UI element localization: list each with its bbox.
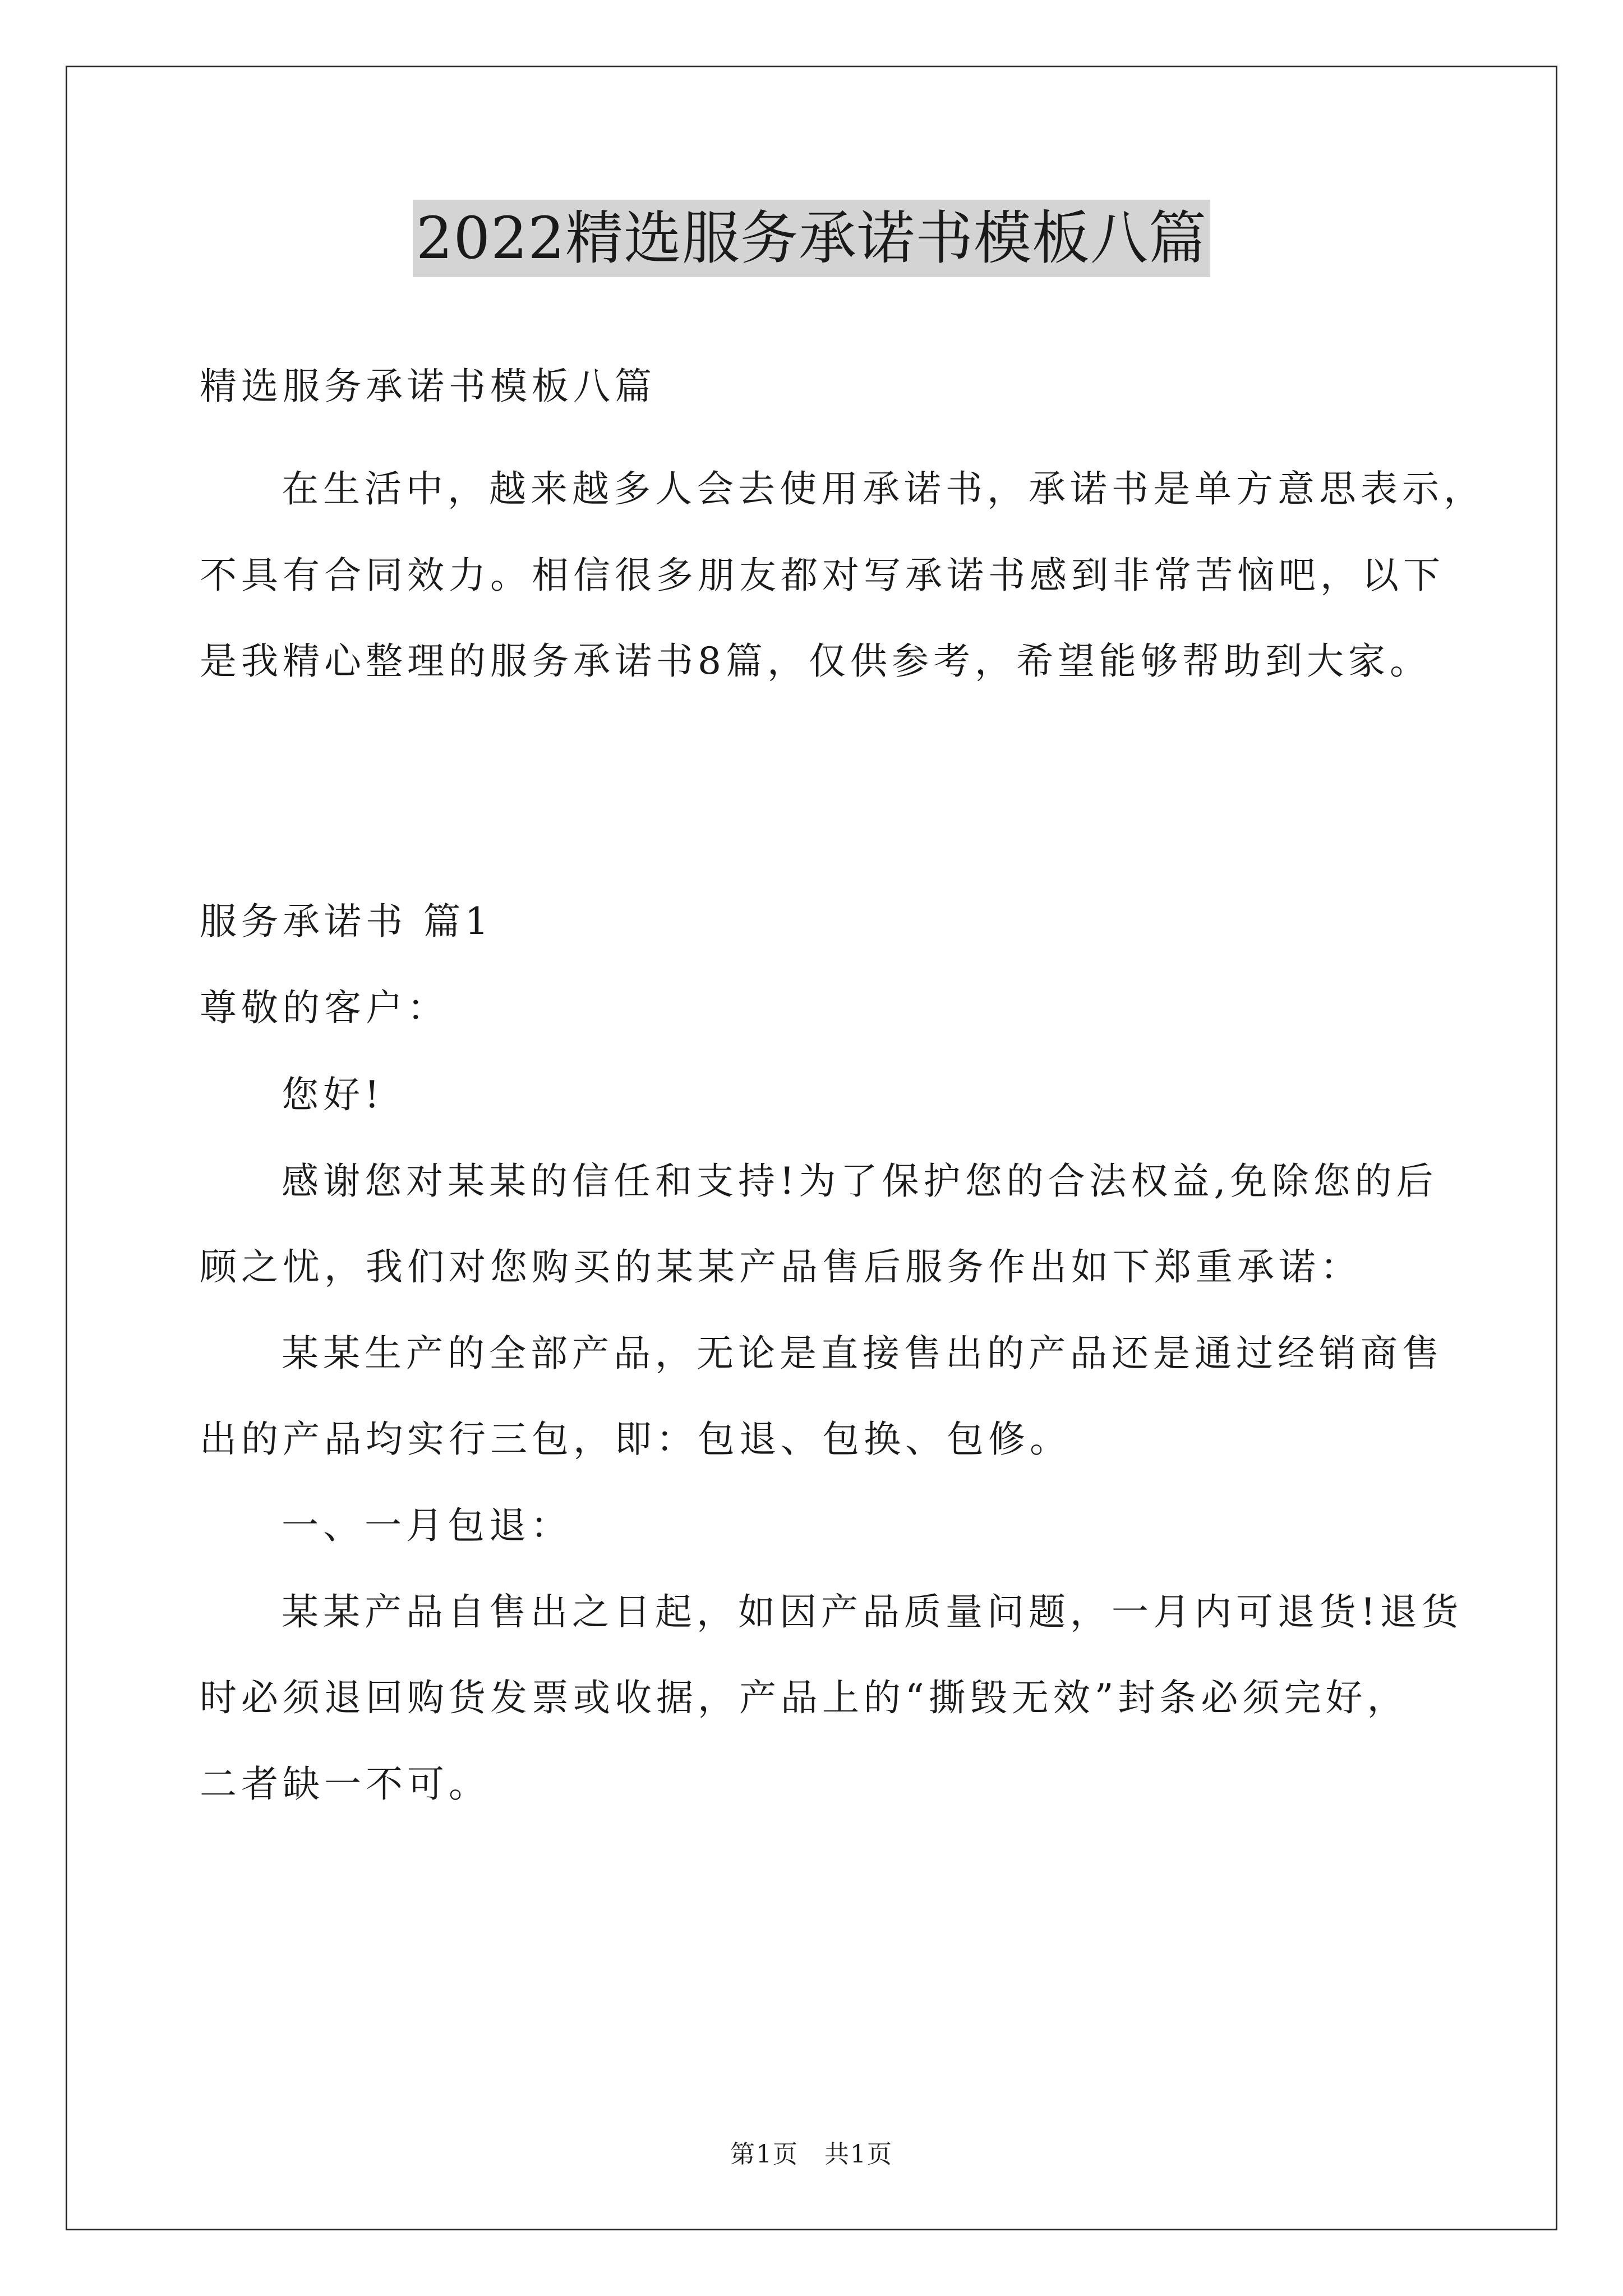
body-line-2: 顾之忧，我们对您购买的某某产品售后服务作出如下郑重承诺：	[200, 1245, 1362, 1289]
body-line-5: 一、一月包退：	[282, 1504, 572, 1547]
body-line-3: 某某生产的全部产品，无论是直接售出的产品还是通过经销商售	[282, 1332, 1444, 1375]
intro-line-1: 在生活中，越来越多人会去使用承诺书，承诺书是单方意思表示，	[282, 467, 1485, 510]
body-line-1: 感谢您对某某的信任和支持!为了保护您的合法权益,免除您的后	[282, 1159, 1438, 1203]
salutation: 尊敬的客户：	[200, 986, 449, 1029]
page-footer: 第1页 共1页	[730, 2140, 893, 2169]
greeting: 您好!	[282, 1073, 384, 1116]
body-line-4: 出的产品均实行三包，即：包退、包换、包修。	[200, 1418, 1071, 1461]
subtitle: 精选服务承诺书模板八篇	[200, 365, 656, 408]
document-title: 2022精选服务承诺书模板八篇	[413, 200, 1210, 277]
intro-line-3: 是我精心整理的服务承诺书8篇，仅供参考，希望能够帮助到大家。	[200, 639, 1431, 683]
section-heading: 服务承诺书 篇1	[200, 900, 493, 943]
intro-line-2: 不具有合同效力。相信很多朋友都对写承诺书感到非常苦恼吧，以下	[200, 554, 1445, 597]
title-container	[0, 200, 1623, 277]
body-line-6: 某某产品自售出之日起，如因产品质量问题，一月内可退货!退货	[282, 1590, 1463, 1634]
body-line-7: 时必须退回购货发票或收据，产品上的“撕毁无效”封条必须完好，	[200, 1676, 1409, 1719]
body-line-8: 二者缺一不可。	[200, 1763, 490, 1806]
